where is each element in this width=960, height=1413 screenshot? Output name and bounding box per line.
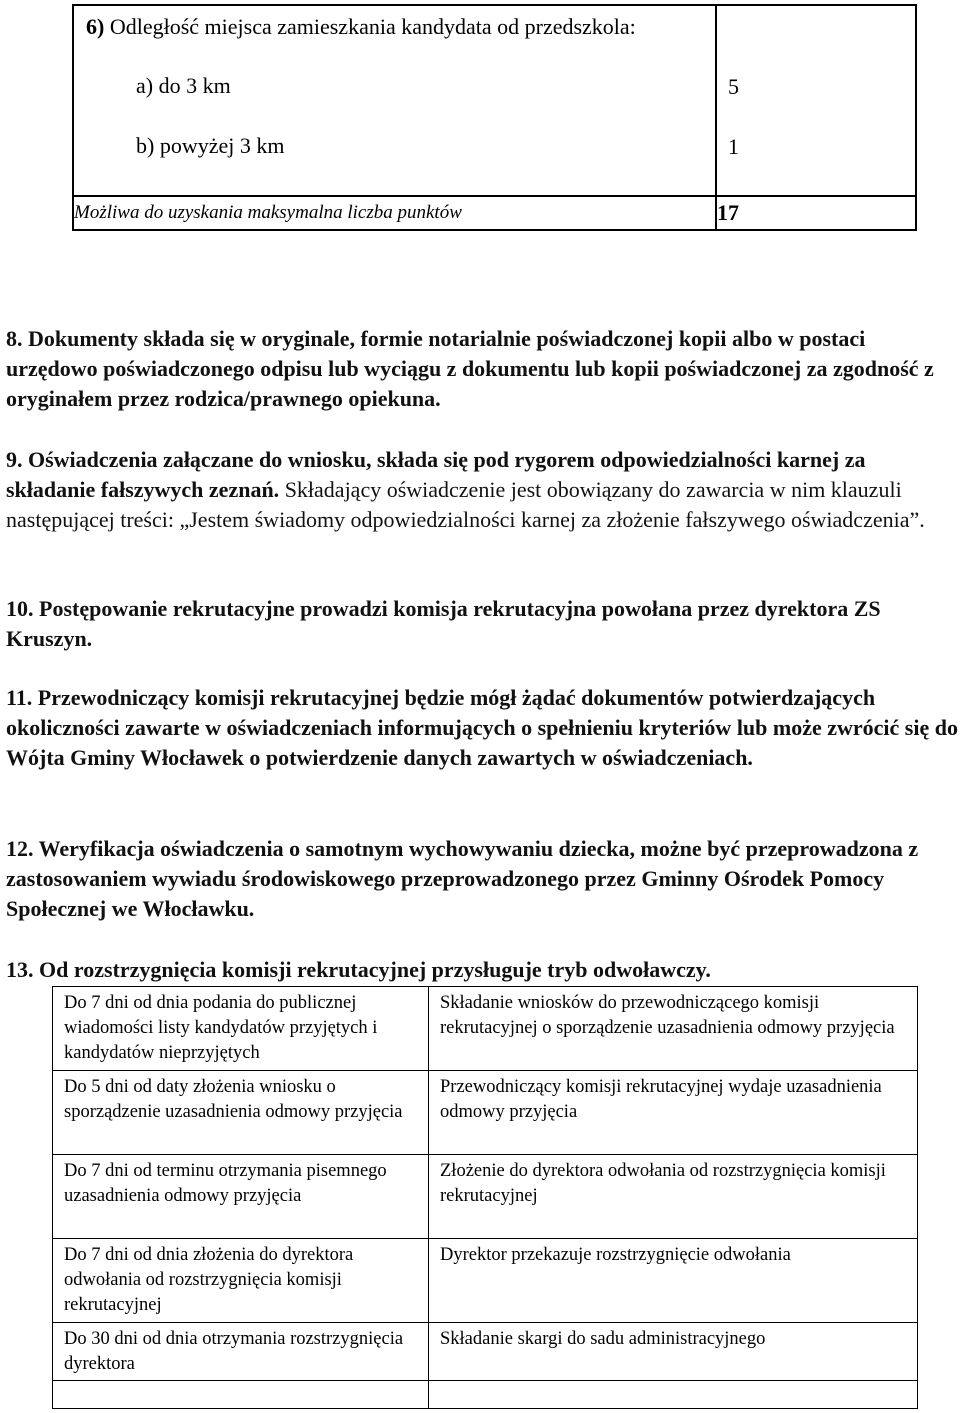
max-points-row [73, 196, 916, 230]
option-points: 5 [728, 74, 739, 99]
appeal-term: Do 7 dni od dnia złożenia do dyrektora odwołania od rozstrzygnięcia komisji rekrutacyjnej [53, 1239, 429, 1323]
appeal-action: Składanie wniosków do przewodniczącego komisji rekrutacyjnej o sporządzenie uzasadnienia odmowy przyjęcia [429, 987, 918, 1071]
appeal-term [53, 1381, 429, 1409]
appeal-action: Przewodniczący komisji rekrutacyjnej wydaje uzasadnienia odmowy przyjęcia [429, 1071, 918, 1155]
appeal-action: Dyrektor przekazuje rozstrzygnięcie odwołania [429, 1239, 918, 1323]
table-row [53, 1155, 918, 1239]
appeal-action [429, 1381, 918, 1409]
appeal-term: Do 7 dni od terminu otrzymania pisemnego uzasadnienia odmowy przyjęcia [53, 1155, 429, 1239]
appeal-table [52, 986, 918, 1409]
max-points-value: 17 [716, 196, 916, 230]
table-row [53, 1381, 918, 1409]
paragraph-11: 11. Przewodniczący komisji rekrutacyjnej będzie mógł żądać dokumentów potwierdzających okoliczności zawarte w oświadczeniach informujących o spełnieniu kryteriów lub może zwrócić się do Wójta Gminy Włocławek o potwierdzenie danych zawartych w oświadczeniach. [6, 685, 958, 770]
paragraph-10: 10. Postępowanie rekrutacyjne prowadzi komisja rekrutacyjna powołana przez dyrektora ZS Kruszyn. [6, 596, 881, 651]
appeal-term: Do 7 dni od dnia podania do publicznej wiadomości listy kandydatów przyjętych i kandydatów nieprzyjętych [53, 987, 429, 1071]
criterion-title [74, 6, 715, 42]
appeal-term: Do 5 dni od daty złożenia wniosku o sporządzenie uzasadnienia odmowy przyjęcia [53, 1071, 429, 1155]
paragraph-8: 8. Dokumenty składa się w oryginale, formie notarialnie poświadczonej kopii albo w postaci urzędowo poświadczonego odpisu lub wyciągu z dokumentu lub kopii poświadczonej za zgodność z oryginałem przez rodzica/prawnego opiekuna. [6, 326, 934, 411]
criterion-option: b) powyżej 3 km [136, 133, 285, 158]
table-row [53, 987, 918, 1071]
points-cell [716, 5, 916, 196]
criterion-cell [73, 5, 716, 196]
criterion-text: Odległość miejsca zamieszkania kandydata od przedszkola: [109, 14, 636, 39]
criterion-number: 6) [86, 14, 105, 39]
table-row [53, 1071, 918, 1155]
criterion-table [72, 4, 917, 231]
paragraph-9: 9. Oświadczenia załączane do wniosku, składa się pod rygorem odpowiedzialności karnej za składanie fałszywych zeznań. Składający oświadczenie jest obowiązany do zawarcia w nim klauzuli następującej treści: „Jestem świadomy odpowiedzialności karnej za złożenie fałszywego oświadczenia”. [6, 447, 925, 532]
table-row [53, 1323, 918, 1381]
option-points: 1 [728, 134, 739, 159]
paragraph-12: 12. Weryfikacja oświadczenia o samotnym wychowywaniu dziecka, możne być przeprowadzona z zastosowaniem wywiadu środowiskowego przeprowadzonego przez Gminny Ośrodek Pomocy Społecznej we Włocławku. [6, 836, 919, 921]
max-points-label: Możliwa do uzyskania maksymalna liczba punktów [73, 196, 716, 230]
criterion-option: a) do 3 km [136, 73, 231, 98]
appeal-term: Do 30 dni od dnia otrzymania rozstrzygnięcia dyrektora [53, 1323, 429, 1381]
appeal-action: Składanie skargi do sadu administracyjnego [429, 1323, 918, 1381]
table-row [53, 1239, 918, 1323]
paragraph-13: 13. Od rozstrzygnięcia komisji rekrutacyjnej przysługuje tryb odwoławczy. [6, 957, 711, 982]
appeal-action: Złożenie do dyrektora odwołania od rozstrzygnięcia komisji rekrutacyjnej [429, 1155, 918, 1239]
